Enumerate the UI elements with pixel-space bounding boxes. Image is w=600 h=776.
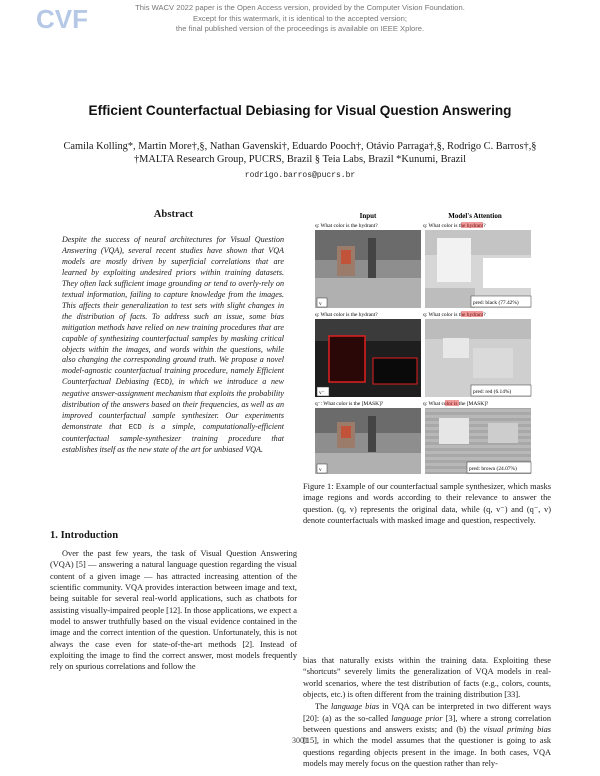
row2-question-highlight	[461, 311, 483, 317]
row2-input-question: q: What color is the hydrant?	[315, 312, 378, 318]
abstract-part-1: Despite the success of neural architectures for Visual Question Answering (VQA), several recent studies have shown that VQA models are mostly driven by superficial correlations that are learned by exploiting undesired priors within training datasets. They often lack sufficient image grounding or tend to overly-rely on textual information, failing to capture knowledge from the images. This affects their generalization to test sets with slight changes in the distribution of facts. To address such an issue, some bias mitigation methods have relied on new training procedures that are capable of synthesizing counterfactual samples by masking critical objects within the images, and words within the questions, while also changing the corresponding ground truth. We propose a novel model-agnostic counterfactual training procedure, namely Efficient Counterfactual Debiasing (	[62, 235, 284, 387]
row1-prediction: pred: black (77.42%)	[473, 300, 519, 306]
cvf-logo	[36, 4, 90, 34]
p3-text-c: [3], where a strong correlation between questions and answers exists; and (b) the	[303, 713, 552, 735]
open-access-notice	[110, 3, 490, 35]
row1-tag: v	[319, 301, 322, 307]
ecd-term: ECD	[156, 379, 170, 388]
row2-tag: v⁻	[319, 390, 325, 396]
abstract-part-2: ), in which we introduce a new negative answer-assignment mechanism that exploits the probability distribution of the answers based on their frequencies, as well as an improved counterfactual sample synthesizer. Our experiments demonstrate that	[62, 377, 284, 432]
notice-line-2: Except for this watermark, it is identical to the accepted version;	[193, 13, 407, 23]
row1-attention-question: q: What color is the hydrant?	[423, 223, 486, 229]
intro-heading: 1. Introduction	[50, 530, 119, 541]
term-visual-priming-bias: visual priming bias	[483, 725, 552, 735]
row3-question-highlight	[445, 400, 459, 406]
row2-input-image	[315, 319, 421, 397]
abstract-part-3: is a simple, computationally-efficient counterfactual sample-synthesizer training procedure that establishes itself as the new state of the art for unbiased VQA.	[62, 422, 284, 455]
figure-1	[313, 208, 553, 478]
abstract-text	[62, 235, 284, 456]
ecd-term: ECD	[128, 424, 142, 433]
author-names: Camila Kolling*, Martin More†,§, Nathan Gavenski†, Eduardo Pooch†, Otávio Parraga†,§, Rodrigo C. Barros†,§	[63, 141, 537, 152]
author-email: rodrigo.barros@pucrs.br	[244, 171, 356, 180]
row1-question-highlight	[461, 222, 483, 228]
p3-text-a: The	[315, 702, 332, 712]
row1-input-question: q: What color is the hydrant?	[315, 223, 378, 229]
row2-attention-question: q: What color is the hydrant?	[423, 312, 486, 318]
p3-text-d: [15], in which the model assumes that the questioner is going to ask questions regarding objects present in the image. In both cases, VQA models may merely focus on the question rather than rely-	[303, 736, 551, 769]
intro-left-column	[50, 548, 297, 673]
row3-input-image	[315, 408, 421, 474]
term-language-bias: language bias	[331, 702, 380, 712]
page-number: 3001	[292, 736, 308, 745]
input-column-heading: Input	[359, 212, 377, 220]
figure-1-caption: Figure 1: Example of our counterfactual sample synthesizer, which masks image regions and words according to their relevance to answer the question. (q, v) represents the original data, while (q, v⁻) and (q⁻, v) denote counterfactuals with masked image and question, respectively.	[303, 482, 551, 526]
cvf-logo-text: CVF	[36, 4, 88, 34]
p3-text-b: in VQA can be interpreted in two different ways [20]: (a) as the so-called	[303, 702, 551, 723]
abstract-heading: Abstract	[153, 209, 194, 220]
row2-prediction: pred: red (6.14%)	[473, 389, 512, 395]
row1-attention-image	[425, 230, 531, 308]
author-affiliations: †MALTA Research Group, PUCRS, Brazil § Teia Labs, Brazil *Kunumi, Brazil	[133, 154, 467, 165]
row3-attention-image	[425, 408, 531, 474]
notice-line-3: the final published version of the proceedings is available on IEEE Xplore.	[175, 24, 425, 33]
term-language-prior: language prior	[391, 713, 443, 723]
row1-input-image	[315, 230, 421, 308]
paper-title: Efficient Counterfactual Debiasing for Visual Question Answering	[88, 103, 512, 118]
attention-column-heading: Model's Attention	[448, 212, 502, 220]
row3-attention-question: q: What color is the [MASK]?	[423, 401, 489, 407]
row3-tag: v	[319, 467, 322, 473]
intro-paragraph-1: Over the past few years, the task of Visual Question Answering (VQA) [5] — answering a natural language question regarding the visual content of a given image — has attracted increasing attention of the scientific community. VQA provides interaction between image and text, being suitable for several real-world applications, such as chatbots for assisting visually-impaired people [12]. In those applications, we expect a model to answer truthfully based on the visual evidence contained in the image and the correct intention of the question. Unfortunately, this is not always the case even for state-of-the-art methods [2]. Instead of exploiting the image to find the correct answer, most models frequently rely on spurious correlations and follow the	[50, 549, 297, 672]
notice-line-1: This WACV 2022 paper is the Open Access version, provided by the Computer Vision Foundation.	[135, 3, 465, 12]
author-block	[40, 140, 560, 166]
intro-right-column	[303, 655, 551, 769]
intro-paragraph-2: bias that naturally exists within the training data. Exploiting these “shortcuts” severely limits the generalization of VQA models in real-world scenarios, where the test distribution of facts (e.g., colors, counts, objects, etc.) is often different from the training distribution [33].	[303, 656, 551, 700]
row3-input-question: q⁻: What color is the [MASK]?	[315, 401, 384, 407]
row2-attention-image	[425, 319, 531, 397]
row3-prediction: pred: brown (24.07%)	[469, 466, 517, 472]
